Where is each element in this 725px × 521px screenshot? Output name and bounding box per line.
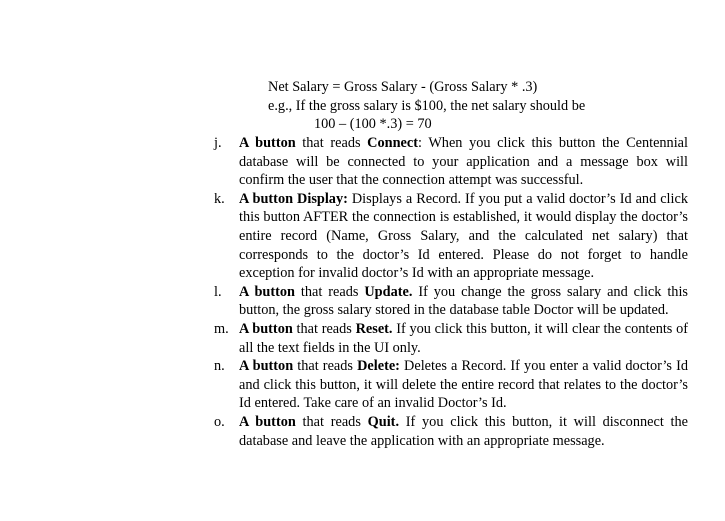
item-text: that reads [295, 135, 368, 151]
list-item-reset [214, 320, 688, 357]
item-description: Deletes a Record. If you enter a valid doctor’s Id and click this button, it will delete the entire record that relates to the doctor’s Id entered. Take care of an invalid Doctor’s Id. [239, 358, 688, 412]
list-marker: m. [214, 320, 229, 337]
list-marker: o. [214, 413, 225, 430]
item-bold-keyword: Quit. [367, 413, 400, 430]
net-salary-formula [268, 78, 708, 134]
list-marker: k. [214, 190, 225, 207]
item-description: Displays a Record. If you put a valid doctor’s Id and click this button AFTER the connection is established, it would display the doctor’s entire record (Name, Gross Salary, and the calculated net salary) that corresponds to the doctor’s Id entered. Please do not forget to handle exception for invalid doctor’s Id with an appropriate message. [239, 190, 688, 282]
list-item-display [214, 190, 688, 283]
item-bold-lead: A button [239, 413, 296, 430]
item-text: that reads [295, 413, 368, 430]
list-item-delete [214, 357, 688, 413]
item-text: that reads [294, 283, 365, 300]
formula-definition: Net Salary = Gross Salary - (Gross Salary * .3) [268, 79, 538, 95]
item-text: that reads [292, 320, 356, 337]
item-description: : When you click this button the Centennial database will be connected to your application and a message box will confirm the user that the connection attempt was successful. [239, 135, 688, 189]
item-description: If you click this button, it will disconnect the database and leave the application with an appropriate message. [239, 413, 689, 449]
item-text: that reads [293, 358, 358, 375]
list-marker: j. [214, 135, 222, 151]
list-marker: l. [214, 283, 222, 300]
item-bold-lead: A button [239, 283, 295, 300]
item-description: If you click this button, it will clear the contents of all the text fields in the UI only. [239, 320, 689, 356]
button-requirements-list [214, 134, 688, 450]
formula-calculation: 100 – (100 *.3) = 70 [314, 116, 432, 133]
item-bold-lead: A button Display: [239, 190, 348, 207]
list-marker: n. [214, 358, 225, 375]
item-description: If you change the gross salary and click this button, the gross salary stored in the database table Doctor will be updated. [239, 283, 688, 319]
list-item-connect [214, 134, 688, 190]
list-item-quit [214, 413, 688, 450]
item-bold-keyword: Update. [364, 283, 413, 300]
item-bold-lead: A button [239, 135, 296, 151]
item-bold-keyword: Connect [367, 135, 418, 151]
formula-example: e.g., If the gross salary is $100, the net salary should be [268, 97, 586, 114]
item-bold-lead: A button [239, 358, 294, 375]
item-bold-lead: A button [239, 320, 293, 337]
list-item-update [214, 283, 688, 320]
item-bold-keyword: Delete: [357, 358, 400, 375]
item-bold-keyword: Reset. [355, 320, 393, 337]
